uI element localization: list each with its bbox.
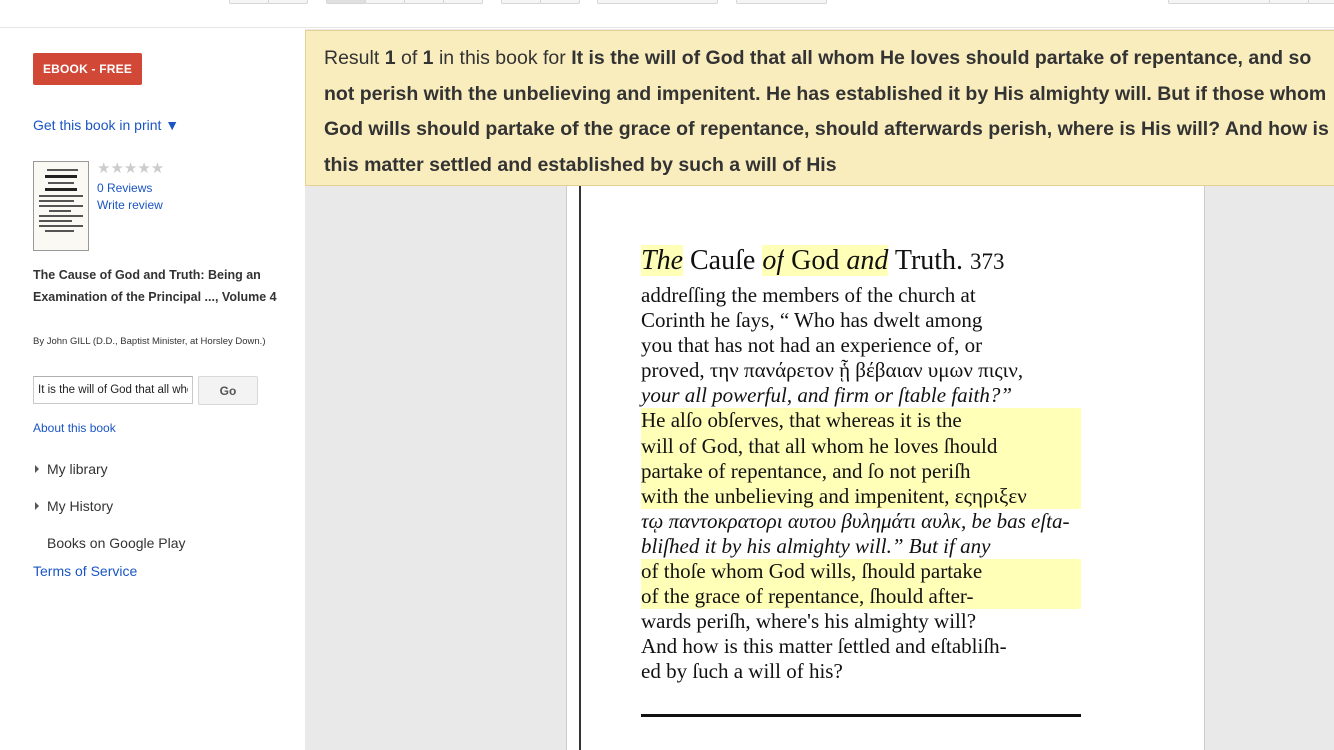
page-line: of thoſe whom God wills, ſhould partake <box>641 559 1081 584</box>
my-library-label: My library <box>47 461 108 477</box>
toolbar-button[interactable] <box>404 0 444 4</box>
expand-arrow-icon <box>35 465 39 473</box>
toolbar-button[interactable] <box>268 0 308 4</box>
toolbar-button[interactable] <box>736 0 827 4</box>
page-line: addreſſing the members of the church at <box>641 283 976 307</box>
page-header <box>641 242 1081 281</box>
page-line: τῳ παντοκρατορι αυτου βυλημάτι αυλκ, be bas eſta- <box>641 508 1070 533</box>
toolbar-button[interactable] <box>1168 0 1270 4</box>
books-on-google-play-link[interactable]: Books on Google Play <box>47 535 186 551</box>
ebook-free-button[interactable]: EBOOK - FREE <box>33 53 142 85</box>
page-text <box>641 242 1081 685</box>
header-word: Truth. <box>888 245 964 276</box>
page-line: with the unbelieving and impenitent, εςηριξεν <box>641 484 1081 509</box>
terms-of-service-link[interactable]: Terms of Service <box>33 563 138 579</box>
page-bottom-rule <box>641 714 1081 717</box>
page-line: of the grace of repentance, ſhould after- <box>641 584 1081 609</box>
page-line: you that has not had an experience of, or <box>641 333 983 358</box>
my-history-label: My History <box>47 498 114 514</box>
result-prefix: Result <box>324 47 385 69</box>
page-line: wards periſh, where's his almighty will? <box>641 609 977 634</box>
page-line: will of God, that all whom he loves ſhould <box>641 434 1081 459</box>
toolbar-button[interactable] <box>501 0 541 4</box>
book-page[interactable] <box>566 182 1205 750</box>
search-in-book-input[interactable] <box>33 376 193 404</box>
book-cover-thumbnail[interactable] <box>33 161 89 251</box>
result-index: 1 <box>384 47 396 69</box>
top-toolbar <box>0 0 1334 28</box>
result-text <box>324 41 1334 183</box>
toolbar-button[interactable] <box>443 0 483 4</box>
search-result-banner <box>305 30 1334 186</box>
result-of: of <box>395 47 423 69</box>
result-middle: in this book for <box>433 47 572 69</box>
toolbar-button[interactable] <box>229 0 269 4</box>
toolbar-button[interactable] <box>1269 0 1309 4</box>
page-line: And how is this matter ſettled and eſtabliſh- <box>641 634 1007 659</box>
toolbar-button[interactable] <box>365 0 405 4</box>
page-line: partake of repentance, and ſo not periſh <box>641 459 1081 484</box>
page-line: bliſhed it by his almighty will.” But if any <box>641 533 991 558</box>
write-review-link[interactable]: Write review <box>97 198 163 212</box>
header-word: The <box>641 245 683 276</box>
page-line: He alſo obſerves, that whereas it is the <box>641 408 1081 433</box>
header-word: God <box>784 245 847 276</box>
header-word: Cauſe <box>683 245 763 276</box>
expand-arrow-icon <box>35 502 39 510</box>
about-this-book-link[interactable]: About this book <box>33 421 116 435</box>
page-line: proved, την πανάρετον ᾗ βέβαιαν υμων πιςιν, <box>641 358 1024 383</box>
book-author: By John GILL (D.D., Baptist Minister, at Horsley Down.) <box>33 336 266 347</box>
toolbar-button[interactable] <box>540 0 580 4</box>
header-word: of <box>762 245 785 276</box>
reviews-link[interactable]: 0 Reviews <box>97 181 153 195</box>
toolbar-button[interactable] <box>1308 0 1334 4</box>
toolbar-button[interactable] <box>597 0 718 4</box>
page-margin-rule <box>579 182 581 750</box>
rating-stars: ★★★★★ <box>97 160 165 177</box>
page-line: ed by ſuch a will of his? <box>641 659 843 684</box>
book-title: The Cause of God and Truth: Being an Examination of the Principal ..., Volume 4 <box>33 268 277 304</box>
my-history-item[interactable] <box>35 498 113 514</box>
page-line: your all powerful, and firm or ſtable faith?” <box>641 383 1013 408</box>
page-line: Corinth he ſays, “ Who has dwelt among <box>641 308 983 333</box>
my-library-item[interactable] <box>35 461 108 477</box>
toolbar-button[interactable] <box>326 0 366 4</box>
result-total: 1 <box>422 47 434 69</box>
header-word: and <box>846 245 889 276</box>
page-number: 373 <box>970 249 1005 274</box>
get-book-in-print-link[interactable]: Get this book in print ▼ <box>33 117 180 133</box>
result-query: It is the will of God that all whom He loves should partake of repentance, and so not perish with the unbelieving and impenitent. He has established it by His almighty will. But if those whom God wills should partake of the grace of repentance, should afterwards perish, where is His will? And how is this matter settled and established by such a will of His <box>324 47 1329 176</box>
go-button[interactable]: Go <box>198 376 258 405</box>
